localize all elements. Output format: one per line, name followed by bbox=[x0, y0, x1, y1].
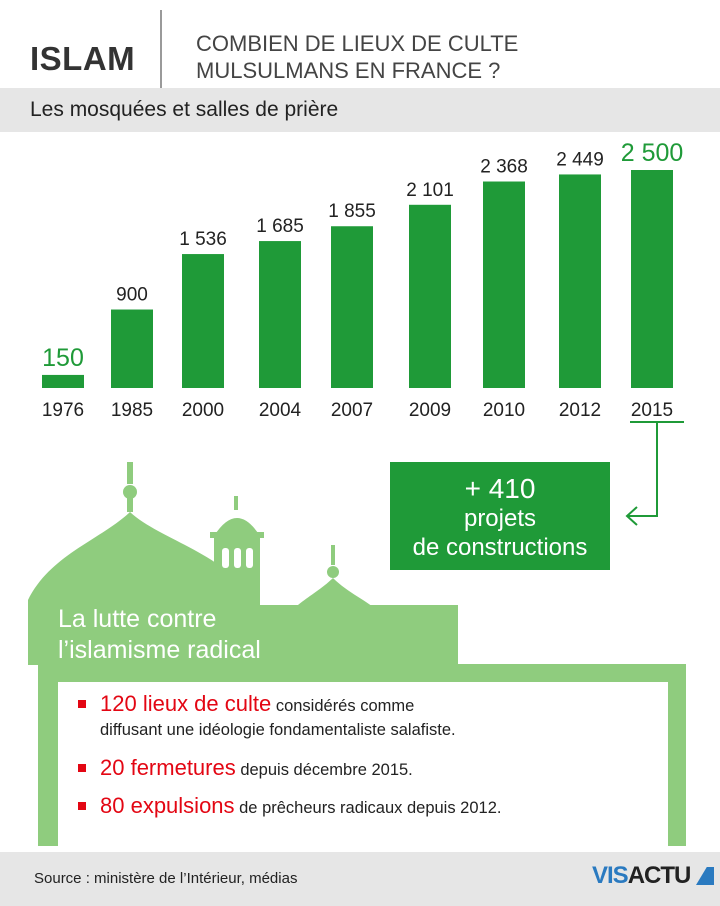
value-label-2015: 2 500 bbox=[620, 139, 684, 167]
fact-item bbox=[80, 794, 501, 820]
projects-box bbox=[390, 462, 610, 570]
category-label-2004: 2004 bbox=[258, 400, 302, 421]
value-label-1976: 150 bbox=[42, 343, 84, 372]
section-tag: ISLAM bbox=[30, 40, 136, 77]
visactu-logo: VISACTU bbox=[592, 862, 714, 890]
logo-mark-icon bbox=[696, 867, 714, 885]
bar-1976 bbox=[42, 375, 84, 388]
fact-text: considérés comme bbox=[271, 697, 415, 715]
category-labels-group bbox=[42, 400, 673, 421]
bar-2015 bbox=[631, 170, 673, 388]
category-label-2009: 2009 bbox=[408, 400, 452, 421]
chart-subtitle: Les mosquées et salles de prière bbox=[30, 98, 339, 121]
value-label-2009: 2 101 bbox=[406, 179, 454, 201]
fact-text: de prêcheurs radicaux depuis 2012. bbox=[234, 799, 502, 817]
minaret-windows bbox=[222, 548, 253, 568]
bar-2012 bbox=[559, 174, 601, 388]
crescent-icon bbox=[123, 430, 164, 467]
lutte-title bbox=[58, 604, 261, 666]
bar-2007 bbox=[331, 226, 373, 388]
fact-item bbox=[80, 692, 456, 742]
bar-2009 bbox=[409, 205, 451, 388]
category-label-2012: 2012 bbox=[558, 400, 602, 421]
source-text: Source : ministère de l’Intérieur, médias bbox=[34, 870, 298, 887]
value-label-2007: 1 855 bbox=[328, 201, 376, 223]
lutte-line-1: La lutte contre bbox=[58, 605, 217, 633]
bar-1985 bbox=[111, 310, 153, 388]
category-label-2000: 2000 bbox=[181, 400, 225, 421]
category-label-1976: 1976 bbox=[41, 400, 85, 421]
value-label-2012: 2 449 bbox=[556, 149, 604, 171]
fact-text-line2: diffusant une idéologie fondamentaliste salafiste. bbox=[100, 721, 456, 739]
fact-item bbox=[80, 756, 413, 782]
bar-2010 bbox=[483, 182, 525, 388]
bullet-icon bbox=[78, 802, 86, 810]
value-label-2004: 1 685 bbox=[256, 216, 304, 238]
bar-2000 bbox=[182, 254, 224, 388]
projects-connector bbox=[627, 422, 684, 525]
lutte-line-2: l’islamisme radical bbox=[58, 636, 261, 664]
value-label-1985: 900 bbox=[116, 284, 148, 306]
fact-text: depuis décembre 2015. bbox=[235, 761, 413, 779]
facts-panel bbox=[58, 682, 668, 846]
title-line-2: MULSULMANS EN FRANCE ? bbox=[196, 58, 501, 83]
projects-count: + 410 bbox=[464, 473, 536, 504]
fact-highlight: 80 expulsions bbox=[100, 793, 235, 818]
category-label-2015: 2015 bbox=[630, 400, 674, 421]
projects-label-1: projets bbox=[463, 505, 537, 532]
category-label-2010: 2010 bbox=[482, 400, 526, 421]
footer bbox=[0, 852, 720, 906]
category-label-2007: 2007 bbox=[330, 400, 374, 421]
value-label-2000: 1 536 bbox=[179, 229, 227, 251]
fact-highlight: 120 lieux de culte bbox=[100, 691, 272, 716]
fact-highlight: 20 fermetures bbox=[100, 755, 236, 780]
title-line-1: COMBIEN DE LIEUX DE CULTE bbox=[196, 31, 519, 56]
bullet-icon bbox=[78, 700, 86, 708]
category-label-1985: 1985 bbox=[110, 400, 154, 421]
bullet-icon bbox=[78, 764, 86, 772]
projects-label-2: de constructions bbox=[412, 534, 588, 561]
bar-2004 bbox=[259, 241, 301, 388]
value-label-2010: 2 368 bbox=[480, 156, 528, 178]
